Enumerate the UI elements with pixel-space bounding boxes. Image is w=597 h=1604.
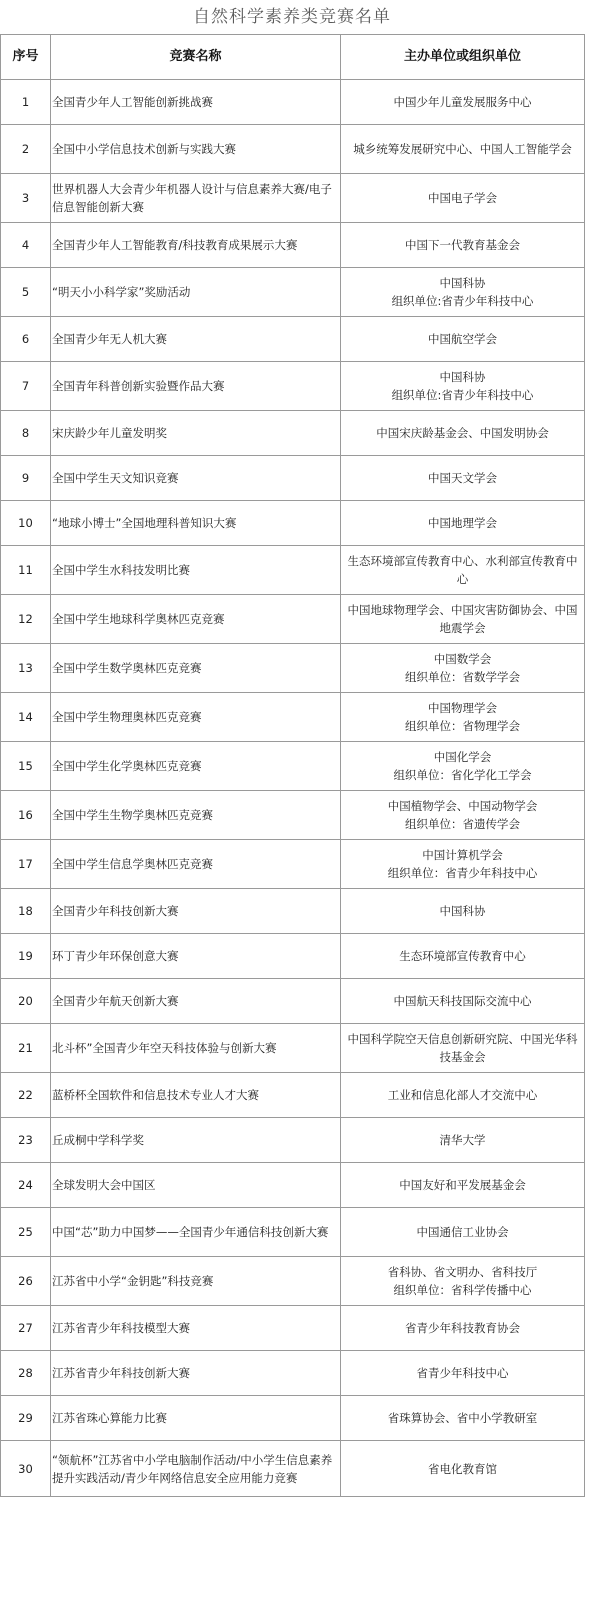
- page-title: 自然科学素养类竞赛名单: [193, 7, 391, 27]
- organizer: 省珠算协会、省中小学教研室: [341, 1396, 585, 1441]
- table-row: [1, 644, 585, 693]
- organizer: 中国化学会 组织单位：省化学化工学会: [341, 742, 585, 791]
- table-body: [1, 80, 585, 1497]
- table-header-row: [1, 35, 585, 80]
- competition-name: 全国中学生化学奥林匹克竞赛: [51, 742, 341, 791]
- table-row: [1, 1073, 585, 1118]
- table-row: [1, 1351, 585, 1396]
- row-number: 14: [1, 693, 51, 742]
- row-number: 26: [1, 1257, 51, 1306]
- row-number: 13: [1, 644, 51, 693]
- row-number: 8: [1, 411, 51, 456]
- table-row: [1, 1118, 585, 1163]
- organizer: 生态环境部宣传教育中心: [341, 934, 585, 979]
- table-row: [1, 1396, 585, 1441]
- row-number: 4: [1, 223, 51, 268]
- table-row: [1, 934, 585, 979]
- organizer: 中国航天科技国际交流中心: [341, 979, 585, 1024]
- row-number: 22: [1, 1073, 51, 1118]
- organizer: 中国计算机学会 组织单位：省青少年科技中心: [341, 840, 585, 889]
- competition-name: 北斗杯”全国青少年空天科技体验与创新大赛: [51, 1024, 341, 1073]
- organizer: 城乡统筹发展研究中心、中国人工智能学会: [341, 125, 585, 174]
- row-number: 21: [1, 1024, 51, 1073]
- table-row: [1, 1208, 585, 1257]
- table-row: [1, 840, 585, 889]
- organizer: 中国科协 组织单位:省青少年科技中心: [341, 268, 585, 317]
- table-row: [1, 268, 585, 317]
- organizer: 工业和信息化部人才交流中心: [341, 1073, 585, 1118]
- row-number: 5: [1, 268, 51, 317]
- header-name: 竞赛名称: [51, 35, 341, 80]
- organizer: 省电化教育馆: [341, 1441, 585, 1497]
- competition-name: 全国中学生物理奥林匹克竞赛: [51, 693, 341, 742]
- organizer: 中国电子学会: [341, 174, 585, 223]
- row-number: 24: [1, 1163, 51, 1208]
- table-row: [1, 1163, 585, 1208]
- header-org: 主办单位或组织单位: [341, 35, 585, 80]
- table-row: [1, 174, 585, 223]
- table-row: [1, 223, 585, 268]
- table-row: [1, 791, 585, 840]
- row-number: 7: [1, 362, 51, 411]
- row-number: 11: [1, 546, 51, 595]
- competition-name: 全国中学生信息学奥林匹克竞赛: [51, 840, 341, 889]
- organizer: 中国地球物理学会、中国灾害防御协会、中国地震学会: [341, 595, 585, 644]
- organizer: 中国航空学会: [341, 317, 585, 362]
- organizer: 中国植物学会、中国动物学会 组织单位：省遗传学会: [341, 791, 585, 840]
- row-number: 10: [1, 501, 51, 546]
- table-row: [1, 979, 585, 1024]
- organizer: 省青少年科技教育协会: [341, 1306, 585, 1351]
- table-row: [1, 501, 585, 546]
- competition-name: 江苏省中小学“金钥匙”科技竞赛: [51, 1257, 341, 1306]
- row-number: 6: [1, 317, 51, 362]
- header-no: 序号: [1, 35, 51, 80]
- competition-name: 全国青年科普创新实验暨作品大赛: [51, 362, 341, 411]
- table-row: [1, 80, 585, 125]
- row-number: 9: [1, 456, 51, 501]
- row-number: 12: [1, 595, 51, 644]
- organizer: 中国科协: [341, 889, 585, 934]
- table-row: [1, 1306, 585, 1351]
- competition-name: “明天小小科学家”奖励活动: [51, 268, 341, 317]
- table-row: [1, 125, 585, 174]
- row-number: 30: [1, 1441, 51, 1497]
- organizer: 中国下一代教育基金会: [341, 223, 585, 268]
- organizer: 中国友好和平发展基金会: [341, 1163, 585, 1208]
- row-number: 15: [1, 742, 51, 791]
- table-row: [1, 1024, 585, 1073]
- competition-name: 丘成桐中学科学奖: [51, 1118, 341, 1163]
- row-number: 28: [1, 1351, 51, 1396]
- row-number: 1: [1, 80, 51, 125]
- competition-name: 全国青少年人工智能教育/科技教育成果展示大赛: [51, 223, 341, 268]
- table-row: [1, 1257, 585, 1306]
- organizer: 中国科协 组织单位:省青少年科技中心: [341, 362, 585, 411]
- row-number: 25: [1, 1208, 51, 1257]
- row-number: 3: [1, 174, 51, 223]
- competition-table: [0, 34, 585, 1497]
- table-row: [1, 693, 585, 742]
- table-row: [1, 1441, 585, 1497]
- row-number: 29: [1, 1396, 51, 1441]
- table-row: [1, 889, 585, 934]
- competition-name: “地球小博士”全国地理科普知识大赛: [51, 501, 341, 546]
- organizer: 中国天文学会: [341, 456, 585, 501]
- row-number: 20: [1, 979, 51, 1024]
- table-row: [1, 317, 585, 362]
- competition-name: 蓝桥杯全国软件和信息技术专业人才大赛: [51, 1073, 341, 1118]
- organizer: 中国地理学会: [341, 501, 585, 546]
- competition-name: 全国青少年航天创新大赛: [51, 979, 341, 1024]
- organizer: 中国科学院空天信息创新研究院、中国光华科技基金会: [341, 1024, 585, 1073]
- organizer: 生态环境部宣传教育中心、水利部宣传教育中心: [341, 546, 585, 595]
- competition-name: 全国青少年科技创新大赛: [51, 889, 341, 934]
- row-number: 17: [1, 840, 51, 889]
- row-number: 2: [1, 125, 51, 174]
- competition-name: “领航杯”江苏省中小学电脑制作活动/中小学生信息素养提升实践活动/青少年网络信息安全应用能力竞赛: [51, 1441, 341, 1497]
- competition-name: 全国中学生天文知识竞赛: [51, 456, 341, 501]
- table-row: [1, 742, 585, 791]
- organizer: 省科协、省文明办、省科技厅 组织单位：省科学传播中心: [341, 1257, 585, 1306]
- organizer: 中国物理学会 组织单位：省物理学会: [341, 693, 585, 742]
- competition-name: 江苏省珠心算能力比赛: [51, 1396, 341, 1441]
- competition-name: 全国中学生数学奥林匹克竞赛: [51, 644, 341, 693]
- organizer: 省青少年科技中心: [341, 1351, 585, 1396]
- competition-name: 江苏省青少年科技模型大赛: [51, 1306, 341, 1351]
- row-number: 19: [1, 934, 51, 979]
- competition-name: 江苏省青少年科技创新大赛: [51, 1351, 341, 1396]
- competition-name: 全国中学生水科技发明比赛: [51, 546, 341, 595]
- table-row: [1, 411, 585, 456]
- table-row: [1, 546, 585, 595]
- organizer: 中国少年儿童发展服务中心: [341, 80, 585, 125]
- competition-name: 环丁青少年环保创意大赛: [51, 934, 341, 979]
- competition-name: 全国青少年人工智能创新挑战赛: [51, 80, 341, 125]
- organizer: 中国通信工业协会: [341, 1208, 585, 1257]
- table-row: [1, 362, 585, 411]
- row-number: 18: [1, 889, 51, 934]
- row-number: 16: [1, 791, 51, 840]
- competition-name: 世界机器人大会青少年机器人设计与信息素养大赛/电子信息智能创新大赛: [51, 174, 341, 223]
- row-number: 27: [1, 1306, 51, 1351]
- organizer: 中国宋庆龄基金会、中国发明协会: [341, 411, 585, 456]
- competition-name: 宋庆龄少年儿童发明奖: [51, 411, 341, 456]
- competition-name: 全球发明大会中国区: [51, 1163, 341, 1208]
- competition-name: 全国中学生地球科学奥林匹克竞赛: [51, 595, 341, 644]
- competition-name: 全国中学生生物学奥林匹克竞赛: [51, 791, 341, 840]
- competition-name: 中国“芯”助力中国梦——全国青少年通信科技创新大赛: [51, 1208, 341, 1257]
- table-row: [1, 456, 585, 501]
- table-row: [1, 595, 585, 644]
- competition-name: 全国中小学信息技术创新与实践大赛: [51, 125, 341, 174]
- organizer: 清华大学: [341, 1118, 585, 1163]
- competition-name: 全国青少年无人机大赛: [51, 317, 341, 362]
- organizer: 中国数学会 组织单位：省数学学会: [341, 644, 585, 693]
- row-number: 23: [1, 1118, 51, 1163]
